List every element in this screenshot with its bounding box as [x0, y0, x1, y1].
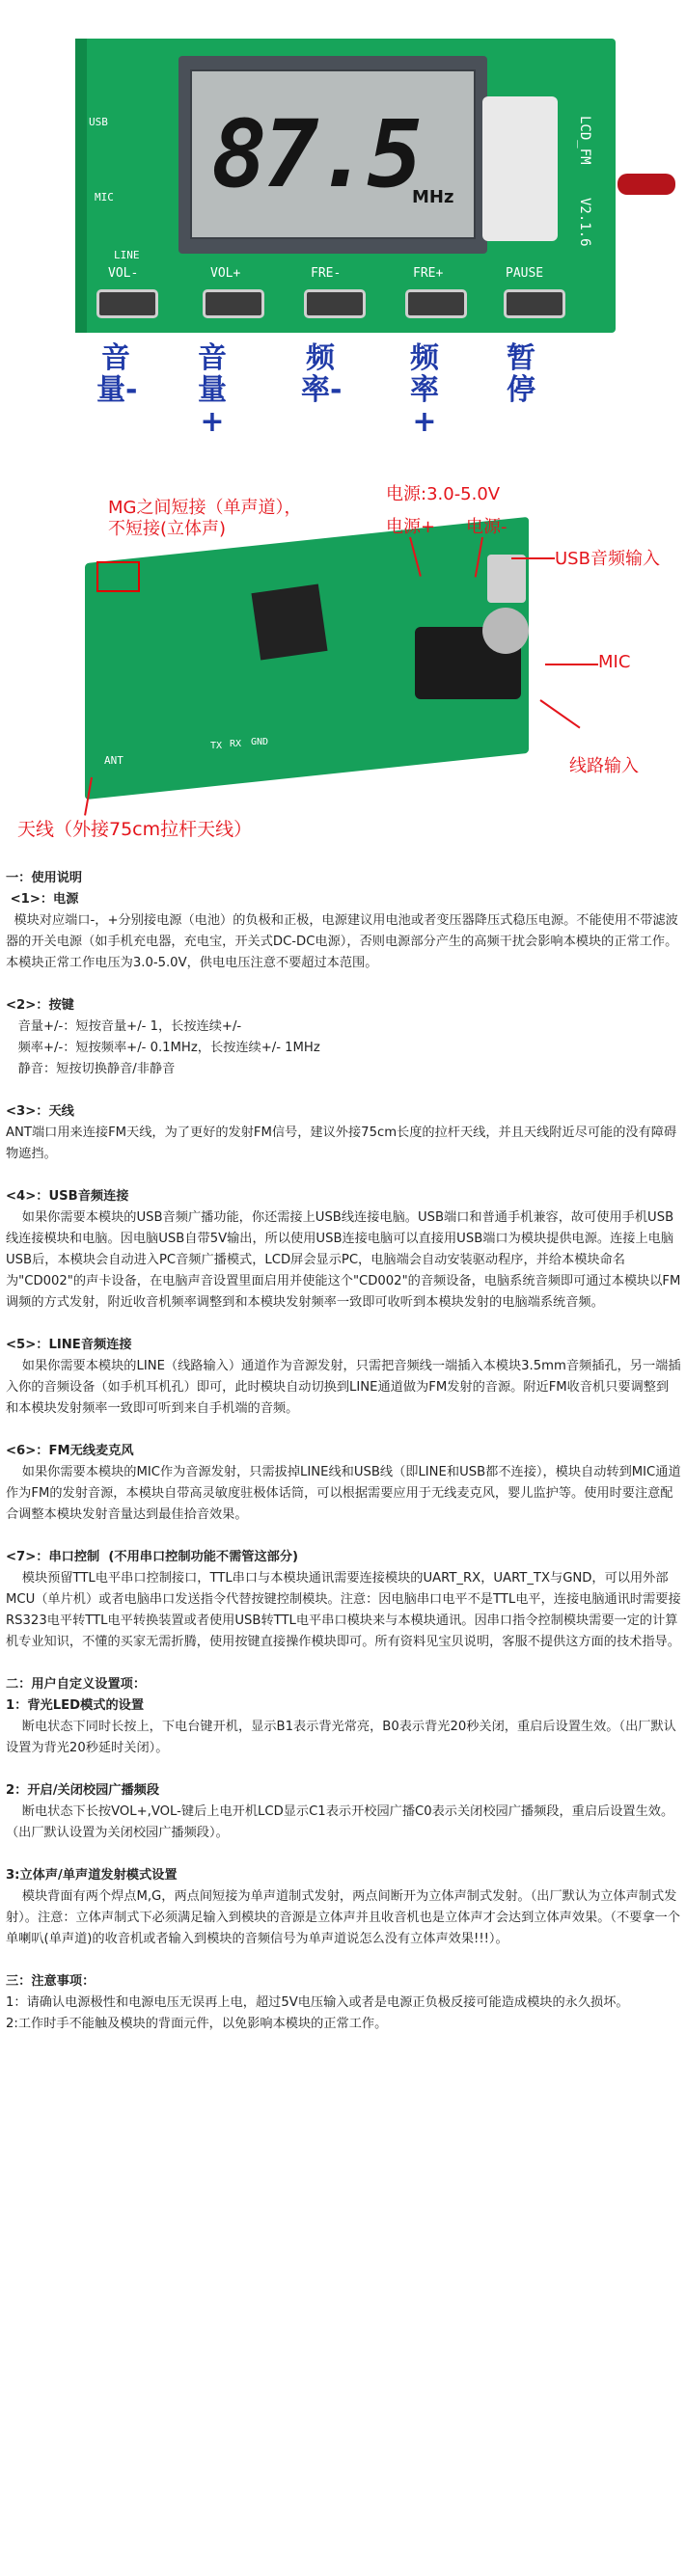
- lcd-unit: MHz: [412, 187, 454, 207]
- mg-pads-highlight: [96, 561, 140, 592]
- s2-line-2: 频率+/-：短按频率+/- 0.1MHz，长按连续+/- 1MHz: [6, 1041, 320, 1055]
- s2-head: <2>：按键: [6, 998, 74, 1013]
- arrow-mic: [545, 664, 598, 665]
- s3-head: <3>：天线: [6, 1104, 74, 1119]
- usb-input-label: USB音频输入: [555, 549, 660, 569]
- line-input-label: 线路输入: [569, 756, 639, 776]
- btn-desc-fre-minus: 频率-: [301, 341, 343, 407]
- s4-body: 如果你需要本模块的USB音频广播功能，你还需接上USB线连接电脑。USB端口和普通手机兼容，故可使用手机USB线连接模块和电脑。因电脑USB自带5V输出，所以使用USB连接电脑可以直接用USB端口为模块提供电源。连接上电脑USB后，本模块会自动进入PC音频广播模式，LCD屏会显示PC，电脑端会自动安装驱动程序，并给本模块命名为"CD002"的声卡设备，在电脑声音设置里面启用并使能这个"CD002"的音频设备，电脑系统音频即可通过本模块以FM调频的方式发射，附近收音机频率调整到和本模块发射频率一致即可收听到本模块发射的电脑端系统音频。: [6, 1210, 681, 1310]
- s5-head: <5>：LINE音频连接: [6, 1338, 132, 1352]
- mg-note-2: 不短接(立体声): [108, 519, 227, 539]
- ic-chip: [251, 583, 327, 660]
- u3-head: 3:立体声/单声道发射模式设置: [6, 1868, 178, 1883]
- section-3-title: 三：注意事项：: [6, 1974, 96, 1989]
- s7-head: <7>：串口控制 (不用串口控制功能不需管这部分): [6, 1550, 299, 1564]
- s1-body: 模块对应端口-，+分别接电源（电池）的负极和正极，电源建议用电池或者变压器降压式稳压电源。不能使用不带滤波器的开关电源（如手机充电器，充电宝，开关式DC-DC电源），否则电源部分产生的高频干扰会影响本模块的正常工作。本模块正常工作电压为3.0-5.0V，供电电压注意不要超过本范围。: [6, 913, 678, 970]
- silk-tx: TX: [210, 741, 223, 751]
- instruction-document: [6, 868, 681, 2035]
- u2-body: 断电状态下长按VOL+,VOL-键后上电开机LCD显示C1表示开校园广播C0表示关闭校园广播频段，重启后设置生效。（出厂默认设置为关闭校园广播频段）。: [6, 1804, 674, 1840]
- label-line: LINE: [114, 249, 140, 261]
- section-2-title: 二：用户自定义设置项：: [6, 1677, 147, 1692]
- arrow-line-in: [539, 699, 580, 728]
- btn-desc-vol-plus: 音量+: [198, 341, 227, 439]
- product-photo-back: [0, 453, 686, 858]
- label-mic: MIC: [95, 191, 114, 203]
- vol-plus-button: [203, 289, 264, 318]
- btn-label-fre-minus: FRE-: [311, 266, 342, 281]
- red-wire: [617, 174, 675, 195]
- silk-gnd: GND: [251, 737, 269, 747]
- lcd-frequency: 87.5: [211, 100, 420, 208]
- antenna-label: 天线（外接75cm拉杆天线）: [17, 819, 253, 840]
- mg-note-1: MG之间短接（单声道），: [108, 498, 302, 518]
- btn-desc-pause: 暂停: [507, 341, 535, 407]
- fre-plus-button: [405, 289, 467, 318]
- u2-head: 2：开启/关闭校园广播频段: [6, 1783, 160, 1798]
- usb-port: [487, 555, 526, 603]
- u3-body: 模块背面有两个焊点M,G，两点间短接为单声道制式发射，两点间断开为立体声制式发射。（出厂默认为立体声制式发射）。注意：立体声制式下必须满足输入到模块的音源是立体声并且收音机也是立体声才会达到立体声效果。（不要拿一个单喇叭(单声道)的收音机或者输入到模块的音频信号为单声道说怎么没有立体声效果!!!）。: [6, 1889, 680, 1946]
- microphone: [482, 608, 529, 654]
- btn-label-vol-plus: VOL+: [210, 266, 241, 281]
- u1-head: 1：背光LED模式的设置: [6, 1698, 145, 1713]
- label-usb: USB: [89, 116, 108, 128]
- fre-minus-button: [304, 289, 366, 318]
- lcd-module: [178, 56, 487, 254]
- lcd-connector: [482, 96, 558, 241]
- mic-label: MIC: [598, 652, 631, 672]
- btn-desc-vol-minus: 音量-: [96, 341, 138, 407]
- label-version: V2.1.6: [577, 198, 592, 247]
- silk-ant: ANT: [104, 754, 123, 767]
- btn-label-vol-minus: VOL-: [108, 266, 139, 281]
- s2-line-3: 静音：短按切换静音/非静音: [6, 1062, 176, 1076]
- vol-minus-button: [96, 289, 158, 318]
- s5-body: 如果你需要本模块的LINE（线路输入）通道作为音源发射，只需把音频线一端插入本模块3.5mm音频插孔，另一端插入你的音频设备（如手机耳机孔）即可，此时模块自动切换到LINE通道做为FM发射的音源。附近FM收音机只要调整到和本模块发射频率一致即可听到来自手机端的音频。: [6, 1359, 681, 1416]
- s3-body: ANT端口用来连接FM天线，为了更好的发射FM信号，建议外接75cm长度的拉杆天线，并且天线附近尽可能的没有障碍物遮挡。: [6, 1125, 677, 1161]
- power-minus: 电源-: [466, 517, 508, 537]
- s2-line-1: 音量+/-：短按音量+/- 1，长按连续+/-: [6, 1019, 242, 1034]
- section-1-title: 一：使用说明: [6, 871, 83, 885]
- u1-body: 断电状态下同时长按上，下电台键开机，显示B1表示背光常亮，B0表示背光20秒关闭，重启后设置生效。（出厂默认设置为背光20秒延时关闭）。: [6, 1720, 676, 1755]
- pcb-edge: [75, 39, 87, 333]
- lcd-screen: [190, 69, 476, 239]
- power-plus: 电源+: [386, 517, 436, 537]
- note-1: 1：请确认电源极性和电源电压无误再上电，超过5V电压输入或者是电源正负极反接可能造成模块的永久损坏。: [6, 1995, 629, 2010]
- power-range: 电源:3.0-5.0V: [386, 484, 501, 504]
- s6-body: 如果你需要本模块的MIC作为音源发射，只需拔掉LINE线和USB线（即LINE和USB都不连接），模块自动转到MIC通道作为FM的发射音源，本模块自带高灵敏度驻极体话筒，可以根据需要应用于无线麦克风，婴儿监护等。使用时要注意配合调整本模块发射音量达到最佳拾音效果。: [6, 1465, 681, 1522]
- note-2: 2:工作时手不能触及模块的背面元件，以免影响本模块的正常工作。: [6, 2017, 388, 2031]
- silk-rx: RX: [230, 739, 242, 749]
- s7-body: 模块预留TTL电平串口控制接口，TTL串口与本模块通讯需要连接模块的UART_RX，UART_TX与GND，可以用外部MCU（单片机）或者电脑串口发送指令代替按键控制模块。注意：因电脑串口电平不是TTL电平，连接电脑通讯时需要接RS323电平转TTL电平转换装置或者使用USB转TTL电平串口模块来与本模块通讯。因串口指令控制模块需要一定的计算机专业知识，不懂的买家无需折腾，使用按键直接操作模块即可。所有资料见宝贝说明，客服不提供这方面的技术指导。: [6, 1571, 681, 1649]
- btn-desc-fre-plus: 频率+: [410, 341, 439, 439]
- label-lcd-fm: LCD_FM: [577, 116, 592, 165]
- s4-head: <4>：USB音频连接: [6, 1189, 129, 1204]
- btn-label-fre-plus: FRE+: [413, 266, 444, 281]
- btn-label-pause: PAUSE: [506, 266, 544, 281]
- pause-button: [504, 289, 565, 318]
- arrow-usb: [511, 557, 555, 559]
- s1-head: <1>：电源: [6, 892, 79, 907]
- s6-head: <6>：FM无线麦克风: [6, 1444, 134, 1458]
- product-photo-front: [0, 0, 686, 453]
